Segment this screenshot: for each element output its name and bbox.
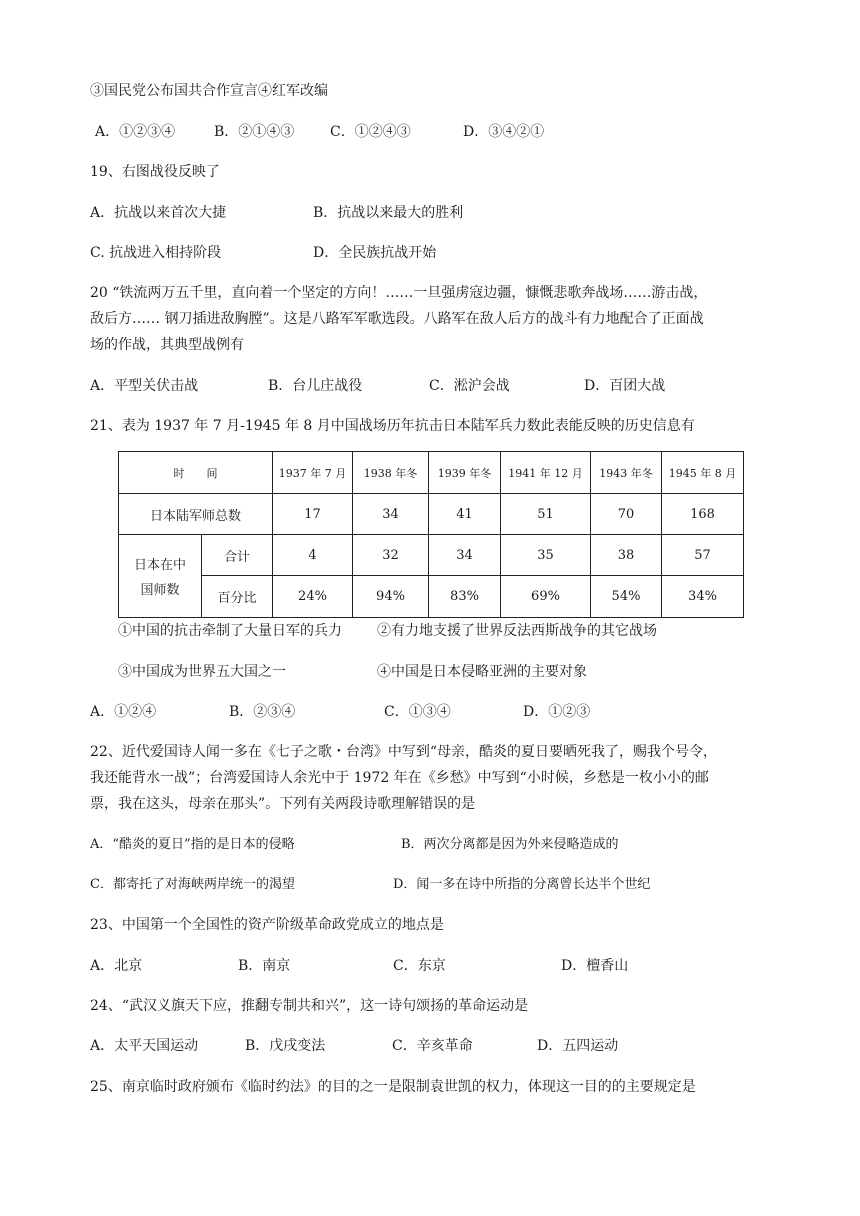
table-cell: 34	[353, 494, 429, 535]
q22-option-d[interactable]: D．闻一多在诗中所指的分离曾长达半个世纪	[393, 877, 651, 892]
q24-options	[0, 1036, 860, 1056]
q19-option-a[interactable]: A．抗战以来首次大捷	[90, 205, 227, 221]
table-percent-label: 百分比	[202, 576, 273, 618]
q23-option-b[interactable]: B．南京	[238, 958, 291, 974]
q21-statements-row-2	[0, 662, 860, 682]
q20-option-d[interactable]: D．百团大战	[584, 378, 666, 394]
table-cell: 54%	[591, 576, 662, 618]
table-row-percent	[119, 576, 744, 618]
q22-option-c[interactable]: C．都寄托了对海峡两岸统一的渴望	[90, 877, 295, 892]
q19-stem: 19、右图战役反映了	[90, 164, 220, 180]
q21-options	[0, 702, 860, 722]
q18-option-a[interactable]: A．①②③④	[95, 124, 176, 140]
q19-option-b[interactable]: B．抗战以来最大的胜利	[313, 205, 464, 221]
table-cell: 168	[662, 494, 744, 535]
q24-option-d[interactable]: D．五四运动	[537, 1038, 619, 1054]
q22-stem-line-3: 票，我在这头，母亲在那头”。下列有关两段诗歌理解错误的是	[90, 796, 476, 812]
q23-stem: 23、中国第一个全国性的资产阶级革命政党成立的地点是	[90, 917, 444, 933]
q20-option-b[interactable]: B．台儿庄战役	[268, 378, 363, 394]
table-time-header: 时 间	[119, 452, 273, 494]
table-row-sum	[119, 535, 744, 576]
q23-options	[0, 956, 860, 976]
table-column-header: 1945 年 8 月	[662, 452, 744, 494]
table-cell: 51	[501, 494, 591, 535]
table-group-label	[119, 535, 202, 618]
table-total-label: 日本陆军师总数	[119, 494, 273, 535]
q20-option-c[interactable]: C．淞沪会战	[429, 378, 510, 394]
q20-stem-line-3: 场的作战，其典型战例有	[90, 337, 244, 353]
table-cell: 34	[429, 535, 501, 576]
q18-option-b[interactable]: B．②①④③	[214, 124, 295, 140]
table-cell: 57	[662, 535, 744, 576]
table-cell: 32	[353, 535, 429, 576]
table-cell: 69%	[501, 576, 591, 618]
q18-options	[0, 122, 860, 142]
q18-option-d[interactable]: D．③④②①	[463, 124, 545, 140]
table-cell: 4	[273, 535, 353, 576]
q21-statement-2: ②有力地支援了世界反法西斯战争的其它战场	[377, 623, 657, 639]
table-cell: 94%	[353, 576, 429, 618]
q20-options	[0, 376, 860, 396]
q21-statements-row-1	[0, 621, 860, 641]
q21-statement-4: ④中国是日本侵略亚洲的主要对象	[377, 664, 587, 680]
q24-stem: 24、“武汉义旗天下应，推翻专制共和兴”，这一诗句颂扬的革命运动是	[90, 998, 529, 1014]
q22-stem-line-2: 我还能背水一战”；台湾爱国诗人余光中于 1972 年在《乡愁》中写到“小时候，乡愁是一枚小小的邮	[90, 770, 709, 786]
table-column-header: 1941 年 12 月	[501, 452, 591, 494]
q24-option-b[interactable]: B．戊戌变法	[245, 1038, 326, 1054]
q21-option-d[interactable]: D．①②③	[523, 704, 591, 720]
q23-option-a[interactable]: A．北京	[90, 958, 143, 974]
q21-option-c[interactable]: C．①③④	[384, 704, 451, 720]
table-sum-label: 合计	[202, 535, 273, 576]
q21-stem: 21、表为 1937 年 7 月-1945 年 8 月中国战场历年抗击日本陆军兵力数此表能反映的历史信息有	[90, 418, 695, 434]
q21-option-a[interactable]: A．①②④	[90, 704, 157, 720]
q20-stem-line-1: 20 “铁流两万五千里，直向着一个坚定的方向！……一旦强虏寇边疆，慷慨悲歌奔战场……游击战，	[90, 285, 708, 301]
table-cell: 17	[273, 494, 353, 535]
q22-option-b[interactable]: B．两次分离都是因为外来侵略造成的	[401, 837, 619, 852]
q23-option-c[interactable]: C．东京	[393, 958, 446, 974]
q19-options-row-2	[0, 243, 860, 263]
table-row-total	[119, 494, 744, 535]
table-cell: 83%	[429, 576, 501, 618]
q21-statement-3: ③中国成为世界五大国之一	[118, 664, 286, 680]
table-column-header: 1938 年冬	[353, 452, 429, 494]
table-group-label-line-1: 日本在中	[133, 558, 186, 573]
table-cell: 70	[591, 494, 662, 535]
table-header-row	[119, 452, 744, 494]
q22-stem-line-1: 22、近代爱国诗人闻一多在《七子之歌・台湾》中写到“母亲，酷炎的夏日要晒死我了，赐我个号令，	[90, 744, 717, 760]
table-cell: 35	[501, 535, 591, 576]
table-cell: 41	[429, 494, 501, 535]
q24-option-c[interactable]: C．辛亥革命	[392, 1038, 473, 1054]
q20-option-a[interactable]: A．平型关伏击战	[90, 378, 199, 394]
q19-option-c[interactable]: C. 抗战进入相持阶段	[90, 245, 222, 261]
q20-stem-line-2: 敌后方…… 钢刀插进敌胸膛”。这是八路军军歌选段。八路军在敌人后方的战斗有力地配合了正面战	[90, 311, 704, 327]
q23-option-d[interactable]: D．檀香山	[561, 958, 629, 974]
table-column-header: 1943 年冬	[591, 452, 662, 494]
q21-option-b[interactable]: B．②③④	[229, 704, 296, 720]
q19-options-row-1	[0, 203, 860, 223]
q22-options-row-1	[0, 835, 860, 855]
table-column-header: 1937 年 7 月	[273, 452, 353, 494]
table-column-header: 1939 年冬	[429, 452, 501, 494]
table-cell: 34%	[662, 576, 744, 618]
table-cell: 38	[591, 535, 662, 576]
q19-option-d[interactable]: D．全民族抗战开始	[313, 245, 437, 261]
q18-statement-continuation: ③国民党公布国共合作宣言④红军改编	[90, 83, 328, 99]
q25-stem: 25、南京临时政府颁布《临时约法》的目的之一是限制袁世凯的权力，体现这一目的的主要规定是	[90, 1079, 696, 1095]
table-cell: 24%	[273, 576, 353, 618]
q22-options-row-2	[0, 875, 860, 895]
table-group-label-line-2: 国师数	[140, 583, 180, 598]
q21-statement-1: ①中国的抗击牵制了大量日军的兵力	[118, 623, 342, 639]
q24-option-a[interactable]: A．太平天国运动	[90, 1038, 199, 1054]
q22-option-a[interactable]: A．“酷炎的夏日”指的是日本的侵略	[90, 837, 295, 852]
q18-option-c[interactable]: C．①②④③	[330, 124, 411, 140]
troop-data-table	[118, 451, 744, 618]
